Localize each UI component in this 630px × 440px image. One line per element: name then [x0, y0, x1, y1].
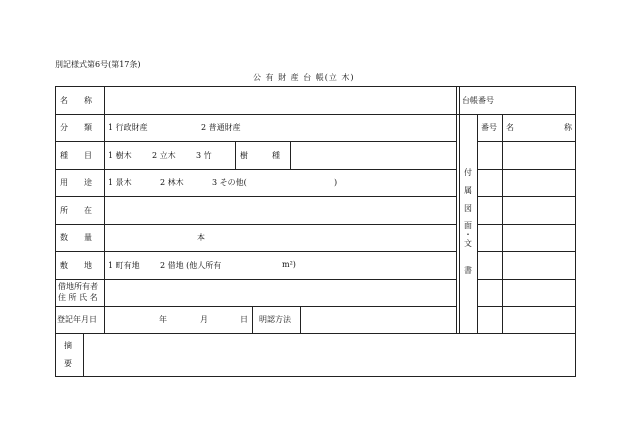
site-option-2: 2 借地 (他人所有: [160, 261, 222, 270]
summary-label-line1: 摘: [64, 341, 72, 350]
attached-docs-char: 書: [464, 266, 472, 275]
quantity-unit: 本: [197, 233, 205, 242]
cell-divider: [252, 306, 253, 334]
row-divider: [457, 114, 576, 115]
border-top: [55, 86, 576, 87]
lessee-label-line1: 借地所有者: [58, 282, 98, 291]
ledger-number-label: 台帳番号: [462, 96, 494, 105]
row-divider: [477, 306, 576, 307]
registration-day: 日: [240, 315, 248, 324]
attached-docs-char: 文: [464, 239, 472, 248]
row-divider: [477, 251, 576, 252]
registration-year: 年: [159, 315, 167, 324]
lessee-label-line2: 住 所 氏 名: [58, 293, 98, 302]
type-label: 種 目: [60, 151, 92, 160]
use-option-2: 2 林木: [160, 178, 184, 187]
summary-label-line2: 要: [64, 359, 72, 368]
attached-docs-char: 面: [464, 221, 472, 230]
cell-divider: [300, 306, 301, 334]
summary-column-divider: [83, 333, 84, 377]
column-divider: [502, 114, 503, 334]
registration-month: 月: [200, 315, 208, 324]
label-column-divider: [104, 86, 105, 334]
row-divider: [55, 224, 457, 225]
classification-label: 分 類: [60, 123, 92, 132]
location-label: 所 在: [60, 206, 92, 215]
site-label: 敷 地: [60, 261, 92, 270]
page-title: 公 有 財 産 台 帳(立 木): [253, 73, 355, 82]
type-option-1: 1 樹木: [108, 151, 132, 160]
cell-divider: [235, 141, 236, 169]
name-label: 名 称: [60, 96, 92, 105]
cell-divider: [290, 141, 291, 169]
row-divider: [55, 114, 457, 115]
use-label: 用 途: [60, 178, 92, 187]
type-option-3: 3 竹: [196, 151, 212, 160]
attached-docs-char: 付: [464, 168, 472, 177]
row-divider: [55, 333, 576, 334]
row-divider: [477, 279, 576, 280]
row-divider: [477, 169, 576, 170]
registration-label: 登記年月日: [57, 315, 97, 324]
border-bottom: [55, 376, 576, 377]
row-divider: [55, 306, 457, 307]
section-divider: [456, 86, 457, 334]
classification-option-1: 1 行政財産: [108, 123, 148, 132]
column-divider: [477, 114, 478, 334]
name-column-header: 名: [506, 123, 514, 132]
form-number: 別記様式第6号(第17条): [55, 60, 141, 69]
row-divider: [477, 141, 576, 142]
attached-docs-char: ・: [464, 230, 472, 239]
quantity-label: 数 量: [60, 233, 92, 242]
row-divider: [477, 224, 576, 225]
use-option-close: ): [334, 178, 338, 187]
row-divider: [55, 141, 457, 142]
site-option-1: 1 町有地: [108, 261, 140, 270]
identification-method-label: 明認方法: [259, 315, 291, 324]
site-area-unit: m²): [282, 260, 296, 269]
row-divider: [55, 251, 457, 252]
attached-docs-char: 図: [464, 204, 472, 213]
row-divider: [477, 196, 576, 197]
row-divider: [55, 169, 457, 170]
use-option-3: 3 その他(: [212, 178, 247, 187]
classification-option-2: 2 普通財産: [201, 123, 241, 132]
name-column-header-2: 称: [564, 123, 572, 132]
row-divider: [55, 279, 457, 280]
species-label: 樹 種: [240, 151, 280, 160]
row-divider: [55, 196, 457, 197]
use-option-1: 1 景木: [108, 178, 132, 187]
attached-docs-char: 属: [464, 186, 472, 195]
section-divider: [459, 86, 460, 334]
type-option-2: 2 立木: [152, 151, 176, 160]
number-column-header: 番号: [481, 123, 497, 132]
